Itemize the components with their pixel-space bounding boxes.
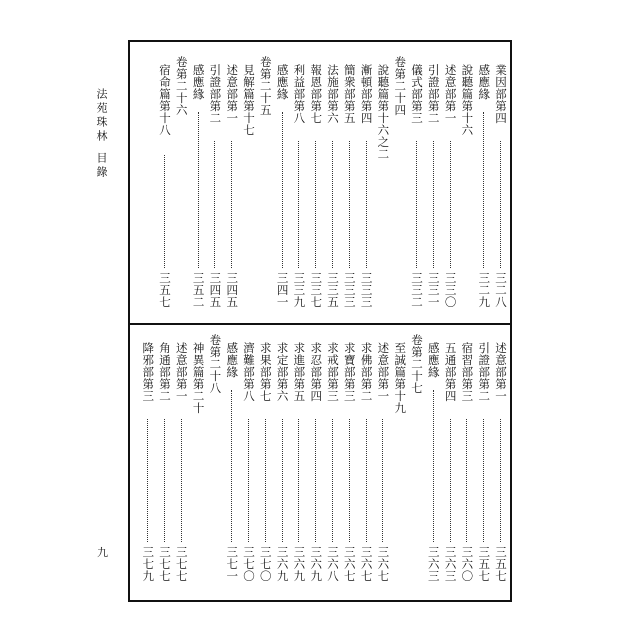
page-ref: 三六九 [275,546,290,582]
entry-label: 求定部第六 [275,342,290,402]
page-ref: 三七〇 [242,546,256,582]
entry-label: 漸頓部第四 [359,64,374,124]
page-ref: 三三七 [309,272,324,308]
leader-dots [332,419,333,543]
page-ref: 三六三 [426,546,441,582]
leader-dots [147,419,148,543]
half-divider [128,323,512,325]
page-ref: 三六七 [359,546,374,582]
page-ref: 三四五 [225,272,240,308]
page-ref: 三七七 [158,546,172,582]
leader-dots [315,141,316,269]
entry-label: 降邪部第三 [141,342,156,402]
entry-label: 角通部第二 [158,342,172,402]
page-ref: 三四一 [275,272,290,308]
page-ref: 三二八 [494,272,508,308]
leader-dots [315,419,316,543]
entry-label: 感應緣 [275,64,290,100]
entry-label: 求戒部第三 [326,342,340,402]
leader-dots [500,419,501,543]
leader-dots [500,141,501,269]
leader-dots [231,141,232,269]
leader-dots [450,141,451,269]
entry-label: 宿習部第三 [460,342,475,402]
entry-label: 感應緣 [225,342,240,378]
entry-label: 至誠篇第十九 [393,342,408,414]
page-ref: 三六七 [376,546,391,582]
leader-dots [231,390,232,543]
leader-dots [366,141,367,269]
entry-label: 見解篇第十七 [242,64,256,136]
page-ref: 三三九 [292,272,307,308]
entry-label: 神異篇第二十 [191,342,206,414]
entry-label: 法施部第六 [326,64,340,124]
leader-dots [416,141,417,269]
entry-label: 說聽篇第十六 [460,64,475,136]
leader-dots [248,419,249,543]
leader-dots [332,141,333,269]
entry-label: 求果部第七 [258,342,273,402]
leader-dots [298,419,299,543]
entry-label: 述意部第一 [494,342,508,402]
volume-heading: 卷第二十四 [393,56,408,116]
leader-dots [433,390,434,543]
volume-heading: 卷第二十七 [410,334,424,394]
page-number: 九 [97,546,108,559]
leader-dots [164,155,165,268]
leader-dots [181,419,182,543]
page-ref: 三三二 [410,272,424,308]
leader-dots [214,141,215,269]
volume-heading: 卷第二十五 [258,56,273,116]
leader-dots [282,112,283,269]
leader-dots [483,112,484,269]
leader-dots [349,141,350,269]
entry-label: 求佛部第二 [359,342,374,402]
page-ref: 三六三 [443,546,458,582]
book-title: 法苑珠林 [95,88,108,144]
entry-label: 引證部第二 [477,342,492,402]
entry-label: 求寶部第三 [342,342,357,402]
entry-label: 說聽篇第十六之二 [376,64,391,160]
leader-dots [164,419,165,543]
section-title: 目錄 [95,152,108,180]
leader-dots [366,419,367,543]
entry-label: 業因部第四 [494,64,508,124]
entry-label: 感應緣 [477,64,492,100]
page-ref: 三七一 [225,546,240,582]
leader-dots [450,419,451,543]
page-ref: 三七九 [141,546,156,582]
page-ref: 三四五 [208,272,223,308]
page-ref: 三三〇 [443,272,458,308]
entry-label: 述意部第一 [443,64,458,124]
leader-dots [433,141,434,269]
leader-dots [466,419,467,543]
entry-label: 述意部第一 [376,342,391,402]
entry-label: 報恩部第七 [309,64,324,124]
entry-label: 簡衆部第五 [342,64,357,124]
page-ref: 三三五 [326,272,340,308]
page-ref: 三六八 [326,546,340,582]
leader-dots [483,419,484,543]
leader-dots [198,112,199,269]
entry-label: 宿命篇第十八 [158,64,172,136]
entry-label: 引證部第二 [208,64,223,124]
entry-label: 五通部第四 [443,342,458,402]
page-ref: 三六九 [292,546,307,582]
page-ref: 三七〇 [258,546,273,582]
page-ref: 三五七 [477,546,492,582]
page-ref: 三三一 [426,272,441,308]
page-ref: 三五二 [191,272,206,308]
leader-dots [382,419,383,543]
entry-label: 述意部第一 [225,64,240,124]
entry-label: 利益部第八 [292,64,307,124]
page-ref: 三五七 [158,272,172,308]
entry-label: 述意部第一 [174,342,189,402]
entry-label: 感應緣 [191,64,206,100]
leader-dots [349,419,350,543]
entry-label: 求忍部第四 [309,342,324,402]
leader-dots [282,419,283,543]
page-ref: 三六七 [342,546,357,582]
page-ref: 三二九 [477,272,492,308]
page-ref: 三七七 [174,546,189,582]
volume-heading: 卷第二十六 [174,56,189,116]
leader-dots [265,419,266,543]
entry-label: 濟難部第八 [242,342,256,402]
page-ref: 三三三 [342,272,357,308]
page-ref: 三六〇 [460,546,475,582]
page-ref: 三三三 [359,272,374,308]
entry-label: 求進部第五 [292,342,307,402]
entry-label: 感應緣 [426,342,441,378]
page-border [128,40,512,602]
volume-heading: 卷第二十八 [208,334,223,394]
entry-label: 儀式部第三 [410,64,424,124]
entry-label: 引證部第二 [426,64,441,124]
leader-dots [298,141,299,269]
page-ref: 三五七 [494,546,508,582]
page-ref: 三六九 [309,546,324,582]
